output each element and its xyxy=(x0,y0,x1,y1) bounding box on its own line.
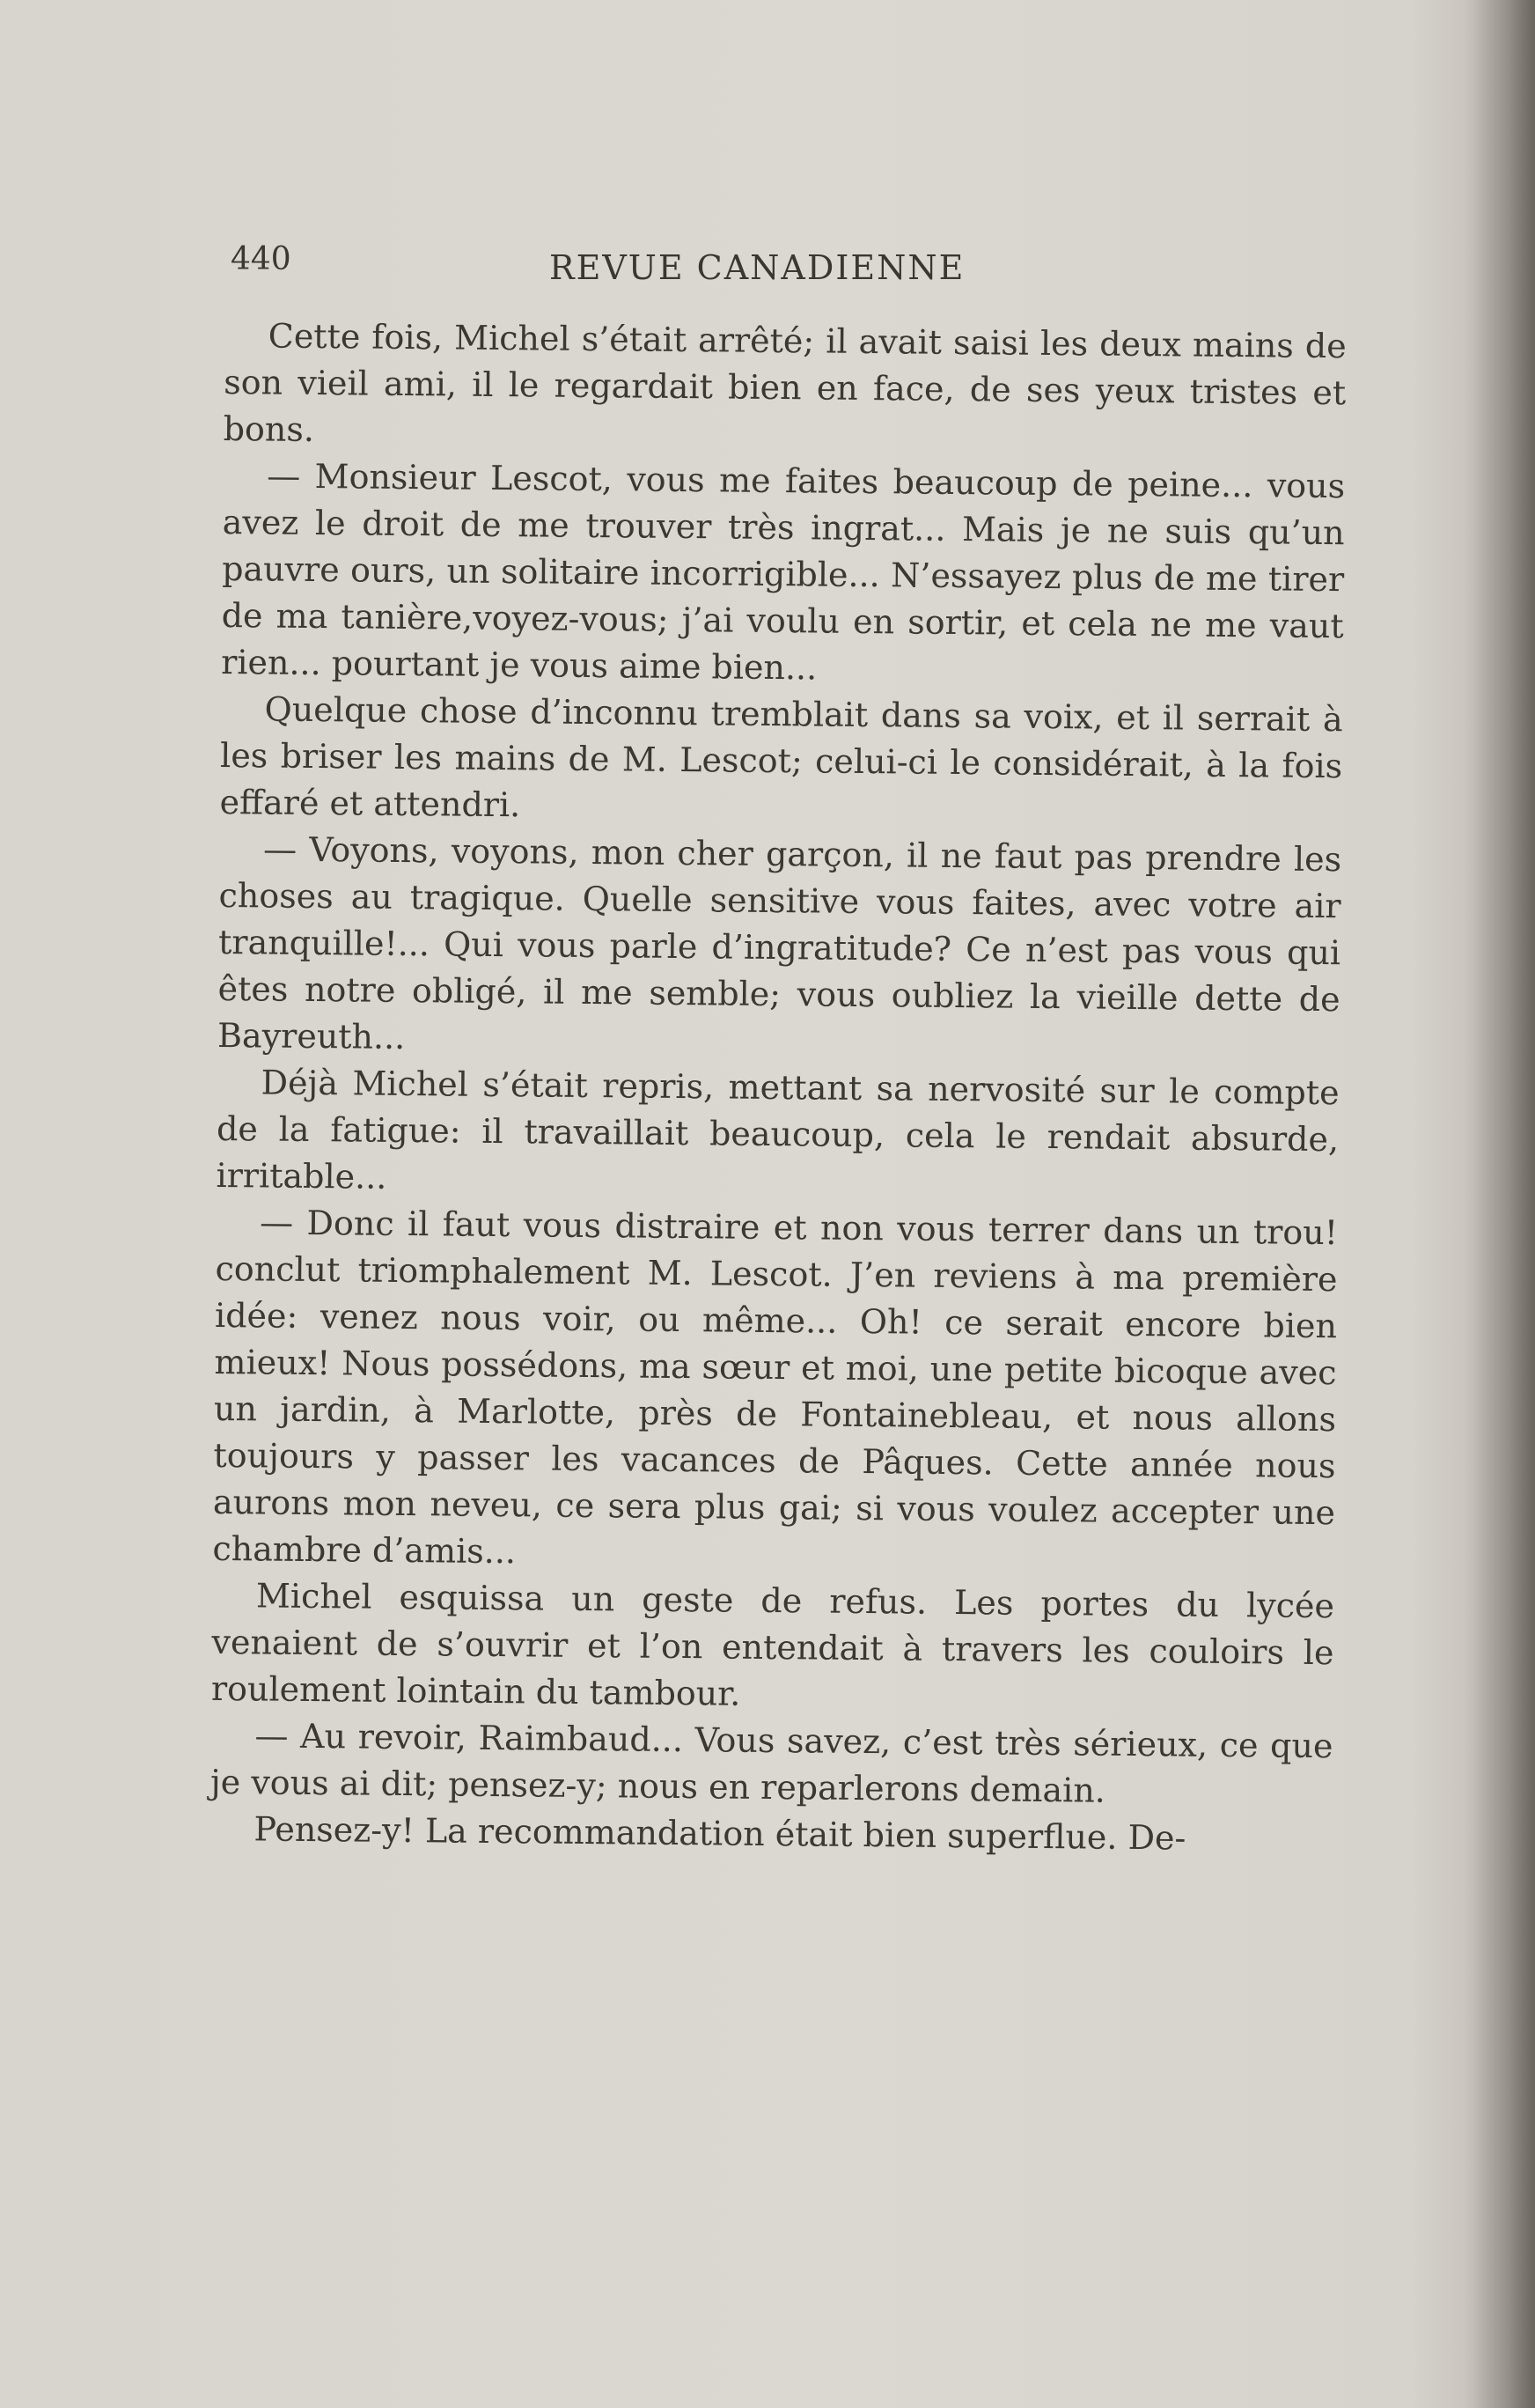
paragraph: Pensez-y! La recommandation était bien superflue. De- xyxy=(253,1809,1186,1858)
paragraph: Déjà Michel s’était repris, mettant sa nervosité sur le compte de la fatigue: il travaillait beaucoup, cela le rendait absurde, irritable... xyxy=(216,1063,1340,1197)
paragraph: — Au revoir, Raimbaud... Vous savez, c’est très sérieux, ce que je vous ai dit; pensez-y; nous en reparlerons demain. xyxy=(209,1716,1333,1810)
page-number: 440 xyxy=(231,241,291,277)
paragraph: Michel esquissa un geste de refus. Les portes du lycée venaient de s’ouvrir et l’on entendait à travers les couloirs le roulement lointain du tambour. xyxy=(210,1576,1335,1713)
paragraph: — Monsieur Lescot, vous me faites beaucoup de peine... vous avez le droit de me trouver très ingrat... Mais je ne suis qu’un pauvre ours, un solitaire incorrigible... N’essayez plus de me tirer de ma tanière,voyez-vous; j’ai voulu en sortir, et cela ne me vaut rien... pourtant je vous aime bien... xyxy=(220,456,1346,688)
page-header xyxy=(231,239,1040,301)
paragraph: — Donc il faut vous distraire et non vous terrer dans un trou! conclut triomphalement M. Lescot. J’en reviens à ma première idée: venez nous voir, ou même... Oh! ce serait encore bien mieux! Nous possédons, ma sœur et moi, une petite bicoque avec un jardin, à Marlotte, près de Fontainebleau, et nous allons toujours y passer les vacances de Pâques. Cette année nous aurons mon neveu, ce sera plus gai; si vous voulez accepter une chambre d’amis... xyxy=(212,1203,1339,1572)
paragraph: — Voyons, voyons, mon cher garçon, il ne faut pas prendre les choses au tragique. Quelle sensitive vous faites, avec votre air tranquille!... Qui vous parle d’ingratitude? Ce n’est pas vous qui êtes notre obligé, il me semble; vous oubliez la vieille dette de Bayreuth... xyxy=(217,829,1342,1057)
running-title: REVUE CANADIENNE xyxy=(549,248,966,287)
body-text xyxy=(209,313,1347,1863)
paragraph: Cette fois, Michel s’était arrêté; il avait saisi les deux mains de son vieil ami, il le regardait bien en face, de ses yeux tristes et bons. xyxy=(223,316,1347,449)
paragraph: Quelque chose d’inconnu tremblait dans sa voix, et il serrait à les briser les mains de M. Lescot; celui-ci le considérait, à la fois effaré et attendri. xyxy=(219,689,1343,825)
page-edge-shadow xyxy=(1465,0,1535,2408)
